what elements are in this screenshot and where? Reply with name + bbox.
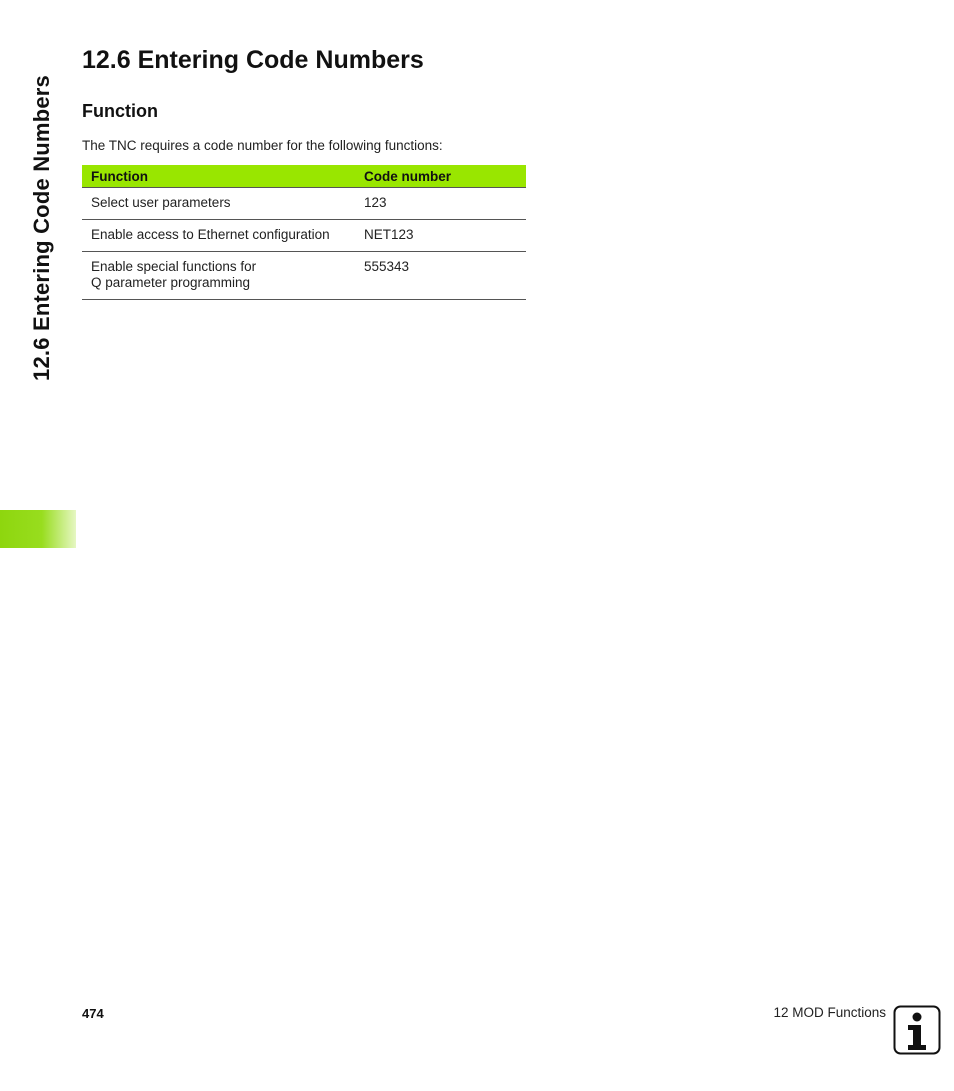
cell-function-line1: Enable special functions for [91, 259, 257, 274]
cell-code: 123 [355, 188, 526, 220]
section-heading: Function [82, 101, 158, 121]
side-chapter-title [27, 53, 57, 403]
table-row [82, 220, 526, 252]
header-function: Function [82, 165, 355, 188]
table-row [82, 188, 526, 220]
page-title: 12.6 Entering Code Numbers [82, 46, 424, 74]
table-row [82, 252, 526, 300]
info-icon [893, 1005, 941, 1055]
cell-function-line2: Q parameter programming [91, 275, 251, 290]
cell-function: Select user parameters [82, 188, 355, 220]
table-header-row [82, 165, 526, 188]
cell-code: 555343 [355, 252, 526, 300]
cell-function [82, 252, 355, 300]
side-chapter-title-text: 12.6 Entering Code Numbers [29, 75, 55, 381]
chapter-tab-marker [0, 510, 76, 548]
page-number: 474 [82, 1006, 104, 1021]
code-number-table [82, 165, 526, 300]
chapter-name: 12 MOD Functions [773, 1005, 886, 1020]
intro-paragraph: The TNC requires a code number for the following functions: [82, 138, 443, 153]
cell-code: NET123 [355, 220, 526, 252]
cell-function: Enable access to Ethernet configuration [82, 220, 355, 252]
header-code-number: Code number [355, 165, 526, 188]
